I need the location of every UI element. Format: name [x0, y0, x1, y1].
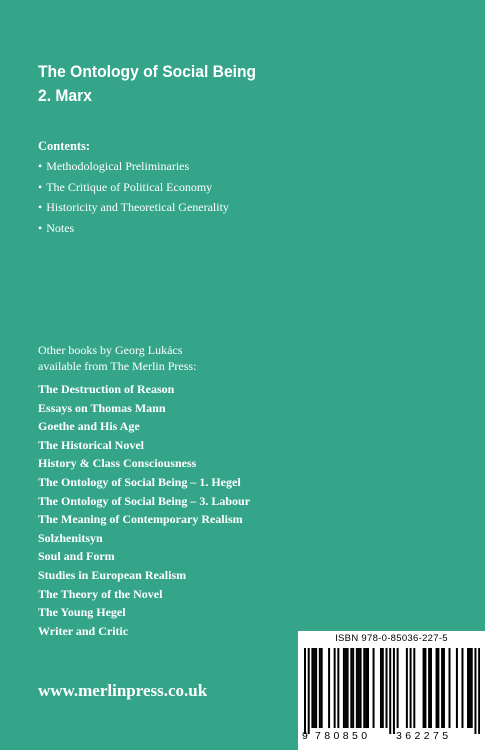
bullet-icon: •: [38, 220, 43, 235]
barcode-bar: [471, 648, 473, 728]
barcode-bar: [410, 648, 412, 728]
other-books-intro-line2: available from The Merlin Press:: [38, 358, 197, 373]
barcode-bar: [406, 648, 408, 728]
book-list-item: The Destruction of Reason: [38, 382, 175, 396]
barcode-bars: [304, 648, 480, 734]
barcode-bar: [315, 648, 317, 728]
barcode-bar: [334, 648, 336, 728]
barcode-bar: [337, 648, 339, 728]
bullet-icon: •: [38, 200, 43, 214]
barcode-bar: [467, 648, 469, 728]
barcode-digit-group-left: 780850: [315, 730, 371, 742]
barcode-bar: [352, 648, 354, 728]
contents-item: • Notes: [38, 220, 75, 235]
contents-section: [38, 138, 229, 238]
barcode-bar: [365, 648, 367, 728]
barcode-bar: [360, 648, 362, 728]
other-books-list: [38, 380, 250, 640]
barcode-bar: [478, 648, 480, 734]
barcode-bar: [456, 648, 458, 728]
contents-heading: Contents:: [38, 139, 91, 153]
book-title-line1: The Ontology of Social Being: [38, 62, 257, 81]
isbn-label: ISBN 978-0-85036-227-5: [335, 633, 448, 644]
book-list-item: The Meaning of Contemporary Realism: [38, 512, 243, 527]
barcode-bar: [443, 648, 445, 728]
barcode-bar: [436, 648, 438, 728]
bullet-icon: •: [38, 159, 43, 173]
book-list-item: Soul and Form: [38, 549, 115, 564]
other-books-intro: [38, 343, 196, 374]
barcode-bar: [461, 648, 463, 728]
barcode-bar: [373, 648, 375, 728]
book-list-item: Writer and Critic: [38, 623, 129, 638]
barcode-digit-group-right: 362275: [396, 730, 452, 742]
barcode-bar: [382, 648, 384, 728]
book-list-item: History & Class Consciousness: [38, 456, 197, 471]
book-title: [38, 60, 256, 108]
book-list-item: The Ontology of Social Being – 1. Hegel: [38, 474, 241, 489]
isbn-barcode: [298, 631, 485, 750]
barcode-bar: [437, 648, 439, 728]
barcode-bar: [393, 648, 395, 734]
bullet-icon: •: [38, 179, 43, 194]
barcode-bar: [328, 648, 330, 728]
book-list-item: The Historical Novel: [38, 437, 144, 452]
barcode-bar: [313, 648, 315, 728]
barcode-bar: [449, 648, 451, 728]
barcode-bar: [343, 648, 345, 728]
barcode-bar: [321, 648, 323, 728]
book-list-item: The Ontology of Social Being – 3. Labour: [38, 493, 251, 508]
barcode-bar: [423, 648, 425, 728]
barcode-bar: [430, 648, 432, 728]
barcode-bar: [386, 648, 388, 728]
barcode-bar: [345, 648, 347, 728]
barcode-bar: [304, 648, 306, 734]
contents-item: • Historicity and Theoretical Generality: [38, 200, 229, 214]
barcode-bar: [347, 648, 349, 728]
barcode-bar: [356, 648, 358, 728]
barcode-bar: [397, 648, 399, 728]
contents-item: • The Critique of Political Economy: [38, 179, 213, 194]
book-list-item: Goethe and His Age: [38, 419, 140, 434]
book-title-line2: 2. Marx: [38, 86, 92, 105]
barcode-bar: [358, 648, 360, 728]
book-list-item: The Theory of the Novel: [38, 586, 163, 601]
book-list-item: Studies in European Realism: [38, 567, 187, 582]
barcode-bar: [424, 648, 426, 728]
barcode-bar: [363, 648, 365, 728]
book-list-item: Essays on Thomas Mann: [38, 400, 166, 415]
barcode-bar: [441, 648, 443, 728]
barcode-bar: [389, 648, 391, 734]
book-list-item: The Young Hegel: [38, 605, 126, 620]
barcode-bar: [367, 648, 369, 728]
barcode-bar: [350, 648, 352, 728]
publisher-website: www.merlinpress.co.uk: [38, 681, 208, 700]
contents-item: • Methodological Preliminaries: [38, 159, 190, 173]
barcode-bar: [319, 648, 321, 728]
contents-list: [38, 156, 229, 238]
barcode-bar: [474, 648, 476, 734]
barcode-bar: [308, 648, 310, 734]
barcode-bar: [413, 648, 415, 728]
barcode-lead-digit: 9: [302, 730, 308, 742]
barcode-bar: [428, 648, 430, 728]
book-list-item: Solzhenitsyn: [38, 530, 103, 545]
barcode-bar: [469, 648, 471, 728]
barcode-bar: [311, 648, 313, 728]
barcode-bar: [380, 648, 382, 728]
other-books-intro-line1: Other books by Georg Lukács: [38, 343, 183, 357]
